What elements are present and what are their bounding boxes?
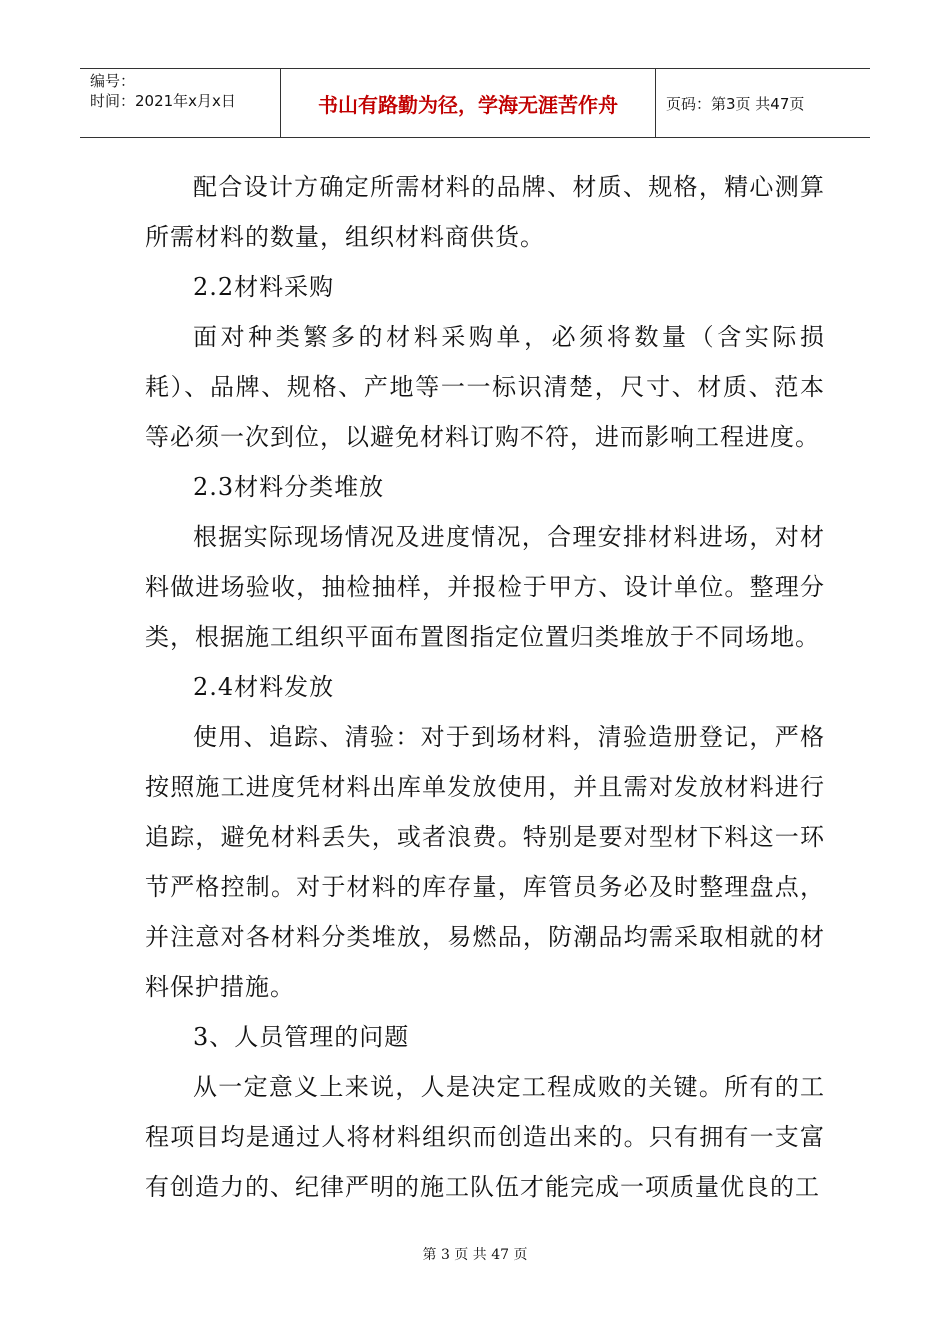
section-heading: 3、人员管理的问题 xyxy=(193,1023,410,1051)
page-header xyxy=(80,68,870,138)
section-heading: 2.4材料发放 xyxy=(193,673,335,701)
document-body xyxy=(145,162,825,1212)
paragraph: 配合设计方确定所需材料的品牌、材质、规格，精心测算所需材料的数量，组织材料商供货。 xyxy=(145,173,825,251)
section-heading: 2.3材料分类堆放 xyxy=(193,473,385,501)
document-date: 时间：2021年x月x日 xyxy=(90,92,236,110)
header-page-info: 页码：第3页 共47页 xyxy=(666,94,805,113)
document-number-label: 编号： xyxy=(90,72,136,90)
section-heading: 2.2材料采购 xyxy=(193,273,335,301)
paragraph: 使用、追踪、清验：对于到场材料，清验造册登记，严格按照施工进度凭材料出库单发放使用，并且需对发放材料进行追踪，避免材料丢失，或者浪费。特别是要对型材下料这一环节严格控制。对于材料的库存量，库管员务必及时整理盘点，并注意对各材料分类堆放，易燃品，防潮品均需采取相就的材料保护措施。 xyxy=(145,723,825,1001)
paragraph: 根据实际现场情况及进度情况，合理安排材料进场，对材料做进场验收，抽检抽样，并报检于甲方、设计单位。整理分类，根据施工组织平面布置图指定位置归类堆放于不同场地。 xyxy=(145,523,825,651)
header-meta xyxy=(80,69,281,137)
header-motto: 书山有路勤为径，学海无涯苦作舟 xyxy=(281,69,656,137)
paragraph: 从一定意义上来说，人是决定工程成败的关键。所有的工程项目均是通过人将材料组织而创造出来的。只有拥有一支富有创造力的、纪律严明的施工队伍才能完成一项质量优良的工 xyxy=(145,1073,825,1201)
page-footer: 第 3 页 共 47 页 xyxy=(422,1247,528,1263)
paragraph: 面对种类繁多的材料采购单，必须将数量（含实际损耗）、品牌、规格、产地等一一标识清楚，尺寸、材质、范本等必须一次到位，以避免材料订购不符，进而影响工程进度。 xyxy=(145,323,825,451)
